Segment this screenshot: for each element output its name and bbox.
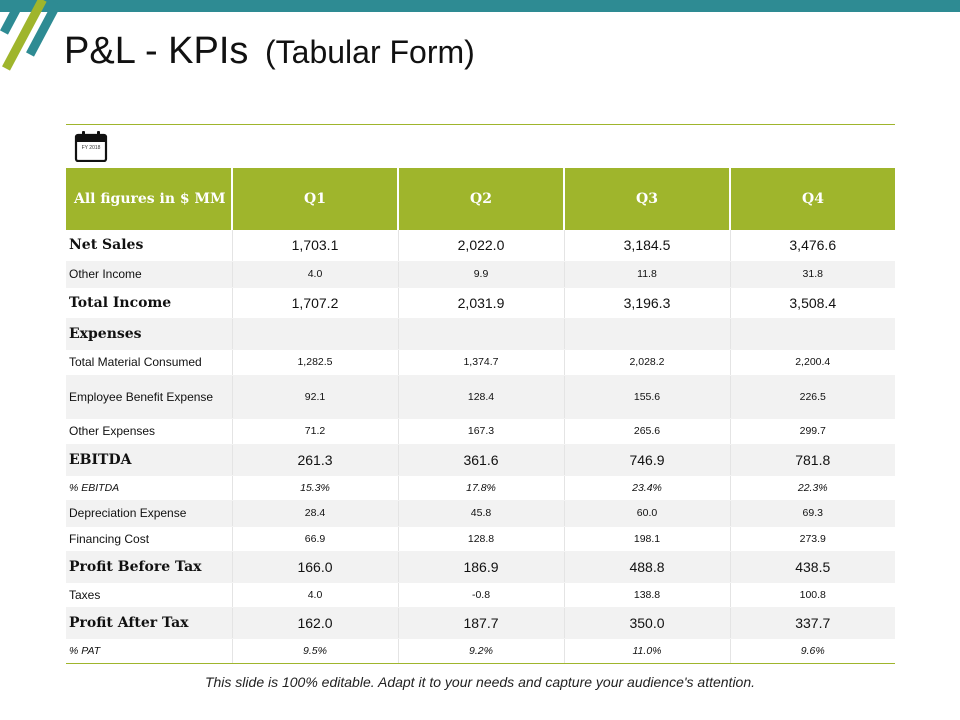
value-cell-q2: 361.6 (398, 444, 564, 475)
row-label: Other Expenses (66, 418, 232, 444)
value-cell-q3: 198.1 (564, 526, 730, 551)
value-cell-q4 (730, 318, 895, 349)
header-cell-q4: Q4 (730, 168, 895, 230)
value-cell-q4: 100.8 (730, 582, 895, 607)
table-row (66, 638, 895, 663)
value-cell-q4: 781.8 (730, 444, 895, 475)
value-cell-q1: 162.0 (232, 607, 398, 638)
row-label: % EBITDA (66, 475, 232, 500)
row-label: Total Income (66, 287, 232, 318)
page-title (64, 30, 475, 73)
footer-note: This slide is 100% editable. Adapt it to your needs and capture your audience's attention. (204, 674, 756, 690)
value-cell-q3: 155.6 (564, 375, 730, 418)
table-row (66, 582, 895, 607)
value-cell-q4: 9.6% (730, 638, 895, 663)
calendar-icon (74, 130, 108, 162)
row-label: Profit After Tax (66, 607, 232, 638)
value-cell-q1: 15.3% (232, 475, 398, 500)
top-accent-bar (0, 0, 960, 12)
value-cell-q1 (232, 318, 398, 349)
value-cell-q4: 3,476.6 (730, 230, 895, 261)
value-cell-q3: 3,196.3 (564, 287, 730, 318)
value-cell-q1: 71.2 (232, 418, 398, 444)
table-row (66, 375, 895, 418)
value-cell-q2: 45.8 (398, 500, 564, 526)
value-cell-q2 (398, 318, 564, 349)
value-cell-q3: 60.0 (564, 500, 730, 526)
table-row (66, 349, 895, 375)
value-cell-q1: 66.9 (232, 526, 398, 551)
value-cell-q3: 138.8 (564, 582, 730, 607)
value-cell-q2: 128.8 (398, 526, 564, 551)
table-row (66, 526, 895, 551)
value-cell-q4: 226.5 (730, 375, 895, 418)
value-cell-q4: 299.7 (730, 418, 895, 444)
table-header-row (66, 168, 895, 230)
value-cell-q1: 9.5% (232, 638, 398, 663)
value-cell-q3: 11.0% (564, 638, 730, 663)
value-cell-q4: 31.8 (730, 261, 895, 287)
title-subtitle: (Tabular Form) (265, 34, 475, 70)
table-row (66, 500, 895, 526)
table-row (66, 418, 895, 444)
value-cell-q2: 1,374.7 (398, 349, 564, 375)
calendar-icon-text: FY 2018 (81, 145, 101, 151)
row-label: % PAT (66, 638, 232, 663)
value-cell-q4: 438.5 (730, 551, 895, 582)
value-cell-q2: 2,022.0 (398, 230, 564, 261)
value-cell-q4: 337.7 (730, 607, 895, 638)
value-cell-q2: 187.7 (398, 607, 564, 638)
row-label: Employee Benefit Expense (66, 375, 232, 418)
row-label: Taxes (66, 582, 232, 607)
value-cell-q2: 128.4 (398, 375, 564, 418)
value-cell-q1: 4.0 (232, 261, 398, 287)
value-cell-q1: 261.3 (232, 444, 398, 475)
value-cell-q1: 92.1 (232, 375, 398, 418)
value-cell-q3: 488.8 (564, 551, 730, 582)
value-cell-q3: 3,184.5 (564, 230, 730, 261)
value-cell-q2: 17.8% (398, 475, 564, 500)
table-row (66, 607, 895, 638)
header-cell-q1: Q1 (232, 168, 398, 230)
value-cell-q4: 273.9 (730, 526, 895, 551)
header-cell-q3: Q3 (564, 168, 730, 230)
value-cell-q4: 3,508.4 (730, 287, 895, 318)
table-row (66, 318, 895, 349)
value-cell-q3: 350.0 (564, 607, 730, 638)
value-cell-q4: 2,200.4 (730, 349, 895, 375)
value-cell-q2: 167.3 (398, 418, 564, 444)
value-cell-q2: 9.2% (398, 638, 564, 663)
pl-kpi-table (66, 168, 895, 664)
value-cell-q4: 69.3 (730, 500, 895, 526)
value-cell-q4: 22.3% (730, 475, 895, 500)
value-cell-q1: 1,707.2 (232, 287, 398, 318)
value-cell-q2: 9.9 (398, 261, 564, 287)
value-cell-q1: 166.0 (232, 551, 398, 582)
value-cell-q3: 265.6 (564, 418, 730, 444)
value-cell-q2: 186.9 (398, 551, 564, 582)
row-label: Other Income (66, 261, 232, 287)
value-cell-q3: 746.9 (564, 444, 730, 475)
value-cell-q1: 4.0 (232, 582, 398, 607)
top-rule (66, 124, 895, 125)
table-row (66, 230, 895, 261)
value-cell-q2: 2,031.9 (398, 287, 564, 318)
table-row (66, 261, 895, 287)
value-cell-q3: 2,028.2 (564, 349, 730, 375)
table-row (66, 444, 895, 475)
row-label: Total Material Consumed (66, 349, 232, 375)
row-label: EBITDA (66, 444, 232, 475)
row-label: Expenses (66, 318, 232, 349)
table-row (66, 475, 895, 500)
row-label: Net Sales (66, 230, 232, 261)
row-label: Profit Before Tax (66, 551, 232, 582)
value-cell-q3 (564, 318, 730, 349)
table-row (66, 551, 895, 582)
value-cell-q2: -0.8 (398, 582, 564, 607)
row-label: Depreciation Expense (66, 500, 232, 526)
value-cell-q1: 1,282.5 (232, 349, 398, 375)
table-row (66, 287, 895, 318)
value-cell-q3: 11.8 (564, 261, 730, 287)
title-main: P&L - KPIs (64, 30, 249, 72)
row-label: Financing Cost (66, 526, 232, 551)
value-cell-q1: 1,703.1 (232, 230, 398, 261)
header-cell-label: All figures in $ MM (66, 168, 232, 230)
value-cell-q3: 23.4% (564, 475, 730, 500)
value-cell-q1: 28.4 (232, 500, 398, 526)
header-cell-q2: Q2 (398, 168, 564, 230)
